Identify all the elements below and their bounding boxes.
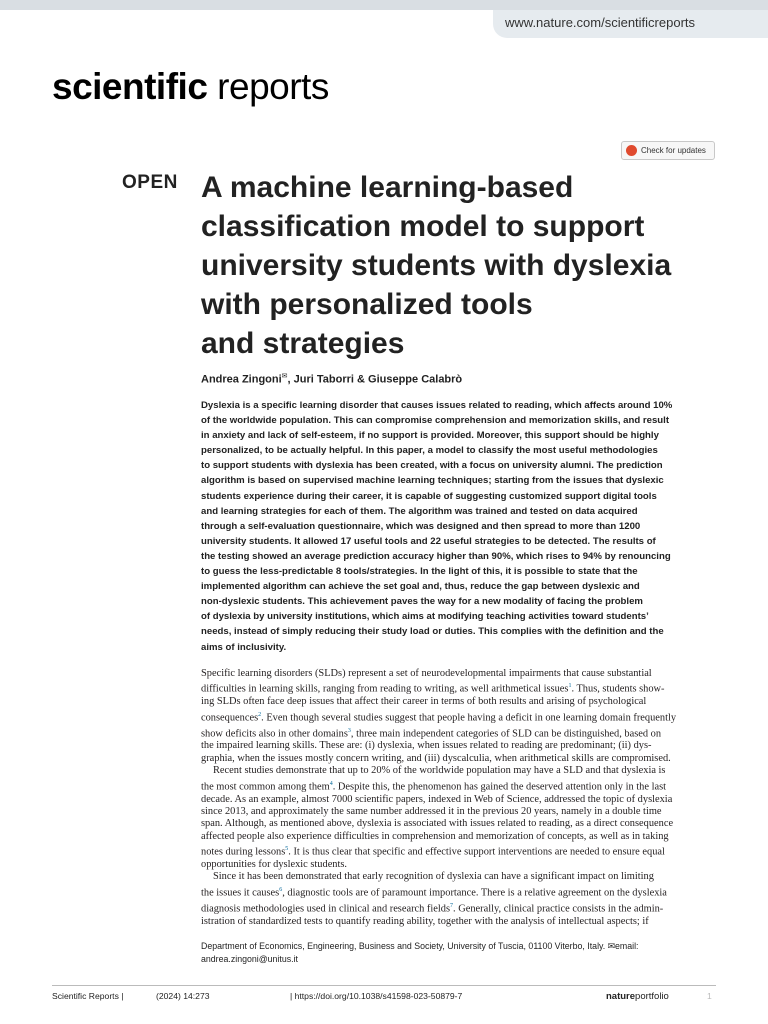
author-list — [201, 372, 462, 386]
affiliation-line: Department of Economics, Engineering, Business and Society, University of Tuscia, 01100 Viterbo, Italy. ✉email: — [201, 941, 639, 951]
email-icon[interactable]: ✉ — [281, 373, 288, 380]
body-line — [201, 900, 721, 916]
author-email-link[interactable]: andrea.zingoni@unitus.it — [201, 954, 298, 964]
journal-logo[interactable] — [52, 66, 329, 108]
abstract-line: needs, instead of simply reducing their study load or duties. This complies with the definition and the — [201, 626, 664, 638]
abstract-line: personalized, to be actually helpful. In this paper, a model to classify the most useful methodologies — [201, 445, 658, 457]
abstract-line: students experience during their career, it is capable of suggesting customized support digital tools — [201, 490, 657, 502]
citation-link[interactable]: 6 — [279, 886, 283, 893]
body-fragment: consequences — [201, 712, 259, 724]
body-fragment: . Despite this, the phenomenon has gained the deserved attention only in the last — [332, 781, 667, 793]
corresponding-author[interactable]: Andrea Zingoni — [201, 373, 282, 386]
abstract-line: algorithm is based on supervised machine learning techniques; starting from the issues that dyslexic — [201, 475, 664, 487]
abstract — [201, 398, 721, 655]
body-line: the impaired learning skills. These are: (i) dyslexia, when issues related to reading are predominant; (ii) dys- — [201, 740, 652, 752]
body-line — [201, 680, 721, 696]
footer-divider — [52, 985, 716, 986]
body-text — [201, 668, 721, 928]
brand-bold: nature — [606, 991, 636, 1002]
abstract-line: in anxiety and lack of self-esteem, if no support is provided. Moreover, this support should be highly — [201, 430, 659, 442]
body-fragment: the most common among them — [201, 781, 330, 793]
journal-logo-bold: scientific — [52, 66, 208, 107]
citation-link[interactable]: 7 — [450, 902, 454, 909]
citation-link[interactable]: 3 — [347, 727, 351, 734]
abstract-line: and learning strategies for each of them. The algorithm was trained and tested on data acquired — [201, 505, 638, 517]
abstract-line: through a self-evaluation questionnaire, which was designed and then spread to more than 1200 — [201, 520, 641, 532]
footer-journal: Scientific Reports | — [52, 991, 124, 1001]
other-authors: , Juri Taborri & Giuseppe Calabrò — [287, 373, 463, 386]
nature-portfolio-logo — [606, 991, 669, 1002]
footer-volume: (2024) 14:273 — [156, 991, 210, 1001]
body-line — [201, 709, 721, 725]
brand-light: portfolio — [635, 991, 669, 1002]
body-fragment: . It is thus clear that specific and effective support interventions are needed to ensure equal — [288, 846, 665, 858]
body-fragment: . Generally, clinical practice consists in the admin- — [453, 903, 664, 915]
body-line: istration of standardized tests to quantify reading ability, together with the analysis of intellectual aspects; if — [201, 915, 649, 927]
journal-logo-light: reports — [207, 66, 329, 107]
citation-link[interactable]: 2 — [258, 711, 262, 718]
journal-url[interactable]: www.nature.com/scientificreports — [493, 10, 768, 38]
title-line: classification model to support — [201, 210, 645, 243]
crossmark-icon — [626, 145, 637, 156]
body-line: Since it has been demonstrated that early recognition of dyslexia can have a significant impact on limiting — [213, 871, 654, 883]
citation-link[interactable]: 1 — [568, 683, 572, 690]
open-access-label: OPEN — [122, 172, 178, 193]
body-fragment: , three main independent categories of SLD can be distinguished, based on — [350, 728, 662, 740]
body-line: decade. As an example, almost 7000 scientific papers, indexed in Web of Science, addressed the topic of dyslexia — [201, 793, 673, 805]
abstract-line: non-dyslexic students. This achievement paves the way for a new modality of facing the problem — [201, 596, 643, 608]
body-line — [201, 884, 721, 900]
title-line: university students with dyslexia — [201, 249, 672, 282]
body-line — [201, 725, 721, 741]
abstract-line: Dyslexia is a specific learning disorder that causes issues related to reading, which affects around 10% — [201, 400, 673, 411]
body-fragment: diagnosis methodologies used in clinical and research fields — [201, 903, 451, 915]
footer-doi-link[interactable]: | https://doi.org/10.1038/s41598-023-50879-7 — [290, 991, 463, 1001]
citation-link[interactable]: 5 — [285, 846, 289, 853]
title-line: A machine learning-based — [201, 171, 574, 204]
body-fragment: show deficits also in other domains — [201, 728, 348, 740]
body-line: span. Although, as mentioned above, dyslexia is associated with issues related to reading, as a direct consequence — [201, 818, 674, 830]
abstract-line: of dyslexia by university institutions, which aims at modifying teaching activities toward students’ — [201, 611, 649, 623]
citation-link[interactable]: 4 — [329, 780, 333, 787]
body-line — [201, 843, 721, 859]
body-line: Recent studies demonstrate that up to 20% of the worldwide population may have a SLD and that dyslexia is — [213, 765, 666, 777]
top-bar — [0, 0, 768, 10]
body-line: affected people also experience difficulties in comprehension and memorization of concepts, as well as in taking — [201, 830, 669, 842]
abstract-line: to support students with dyslexia has been created, with a focus on university alumni. The prediction — [201, 460, 663, 472]
abstract-line: implemented algorithm can achieve the set goal and, thus, reduce the gap between dyslexic and — [201, 581, 640, 593]
body-line: ing SLDs often face deep issues that affect their career in terms of both results and arising of psychological — [201, 696, 647, 708]
body-line: since 2013, and approximately the same number addressed it in the previous 20 years, namely in a double time — [201, 805, 662, 817]
abstract-line: of the worldwide population. This can compromise comprehension and memorization skills, and result — [201, 415, 670, 427]
body-fragment: , diagnostic tools are of paramount importance. There is a relative agreement on the dyslexia — [282, 887, 667, 899]
page-number: 1 — [707, 991, 712, 1001]
body-fragment: difficulties in learning skills, ranging from reading to writing, as well arithmetical issues — [201, 683, 569, 695]
abstract-line: university students. It allowed 17 useful tools and 22 useful strategies to be detected. The results of — [201, 535, 656, 547]
body-line: Specific learning disorders (SLDs) represent a set of neurodevelopmental impairments that cause substantial — [201, 668, 652, 679]
body-fragment: notes during lessons — [201, 846, 286, 858]
article-title — [201, 168, 691, 363]
check-for-updates-button[interactable] — [621, 141, 715, 160]
title-line: and strategies — [201, 327, 405, 360]
body-fragment: . Thus, students show- — [571, 683, 665, 695]
body-line: graphia, when the issues mostly concern writing, and (iii) dyscalculia, when arithmetical skills are compromised. — [201, 752, 671, 764]
body-line — [201, 778, 721, 794]
abstract-line: to guess the less-predictable 8 tools/strategies. In the light of this, it is possible to state that the — [201, 566, 638, 578]
body-fragment: . Even though several studies suggest that people having a deficit in one learning domain frequently — [261, 712, 677, 724]
check-for-updates-label: Check for updates — [641, 146, 706, 155]
body-fragment: the issues it causes — [201, 887, 280, 899]
body-line: opportunities for dyslexic students. — [201, 859, 348, 871]
title-line: with personalized tools — [201, 288, 533, 321]
abstract-line: the testing showed an average prediction accuracy higher than 90%, which rises to 94% by renouncing — [201, 550, 671, 562]
affiliation-footnote — [201, 940, 721, 966]
abstract-line: aims of inclusivity. — [201, 641, 287, 653]
